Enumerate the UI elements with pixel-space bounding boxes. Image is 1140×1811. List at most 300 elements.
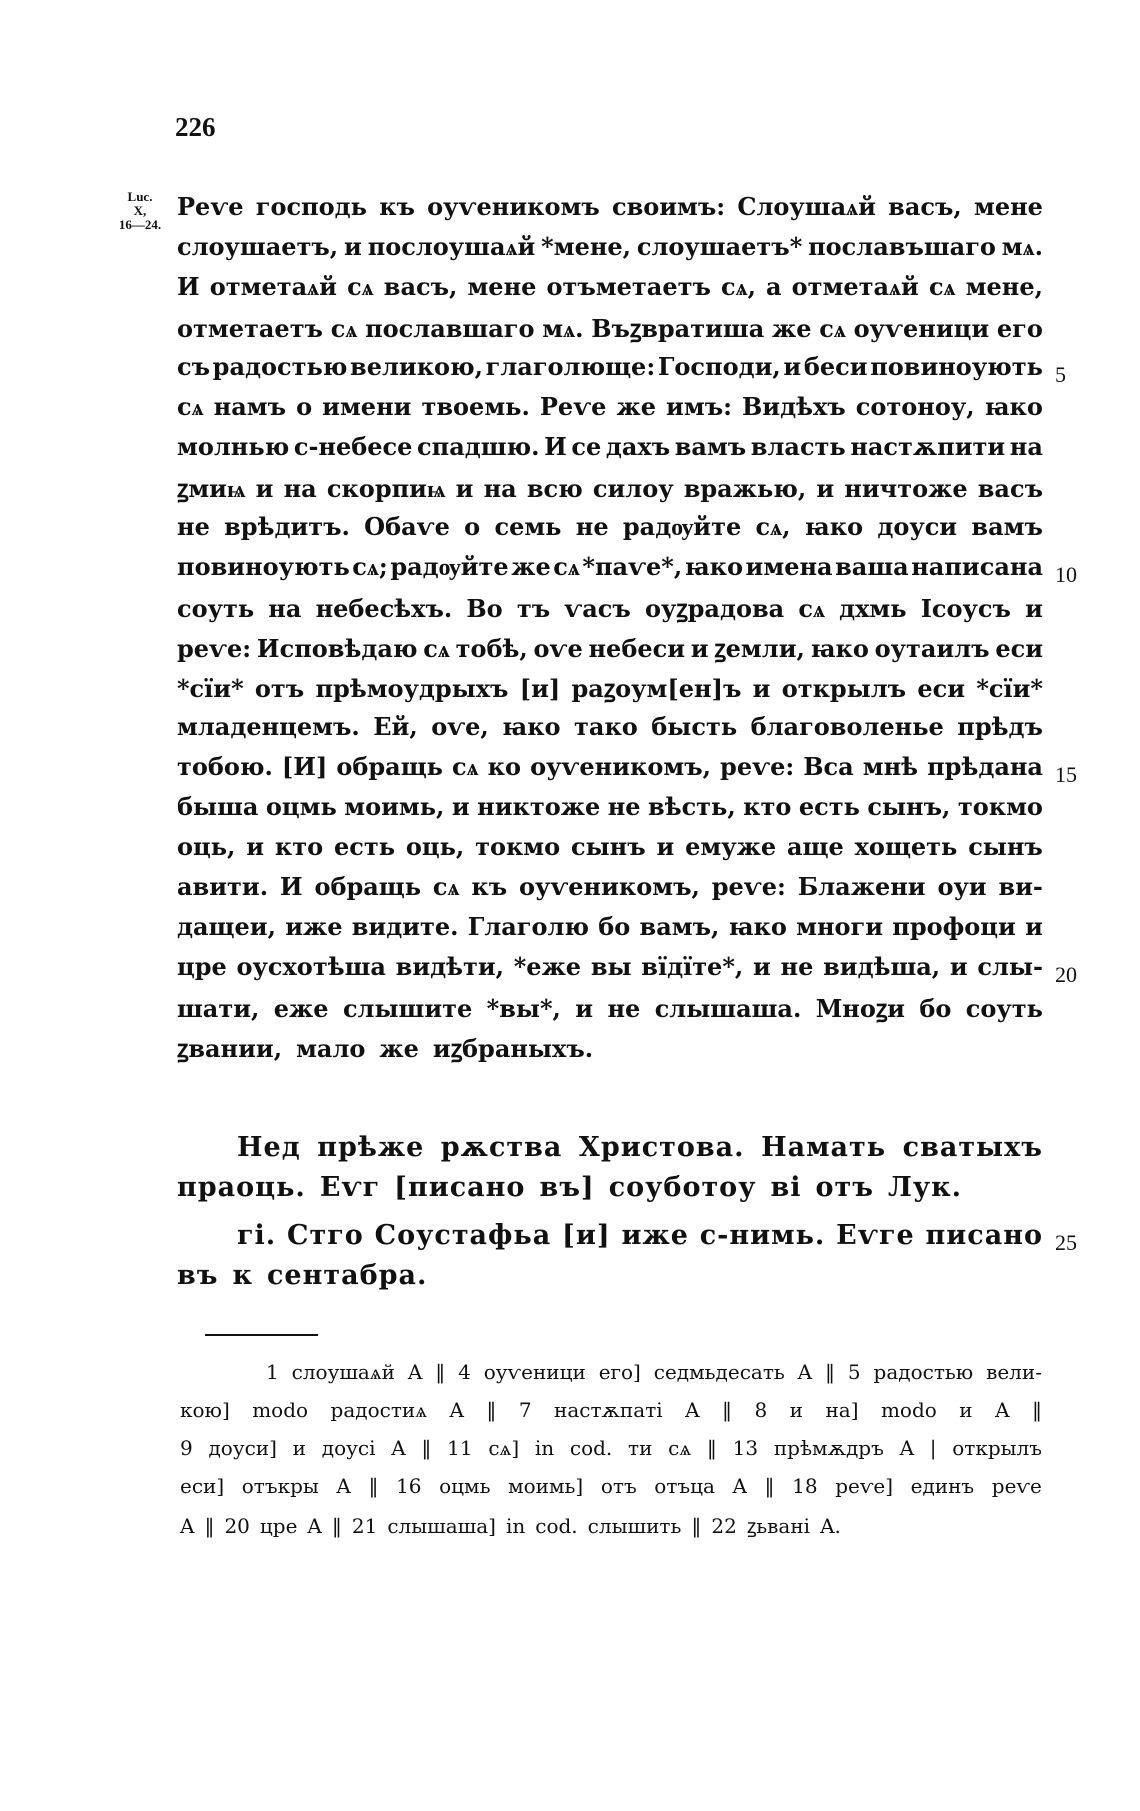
word: слоушаетъ* (636, 232, 803, 261)
word: вѣсть, (648, 792, 736, 821)
word: сѧ (798, 594, 825, 623)
footnote-word: единъ (910, 1474, 975, 1498)
word: и (656, 832, 675, 861)
footnote-word: A (336, 1474, 351, 1498)
word: прѣмоудрыхъ (315, 674, 509, 703)
word: глаголюще: (485, 352, 656, 381)
word: оць, (405, 832, 465, 861)
word: еси (917, 674, 966, 703)
footnote-word: ‖ (331, 1514, 342, 1538)
word: авити. (177, 872, 269, 901)
word: многи (796, 912, 884, 941)
word: ко (487, 752, 522, 781)
word: бо (919, 994, 952, 1023)
footnote-word: ‖ (435, 1360, 446, 1384)
word: вы (590, 952, 632, 981)
word: слышите (342, 994, 473, 1023)
word: шати, (177, 994, 260, 1023)
entry-word: писано (925, 1220, 1043, 1251)
text-line (177, 712, 1043, 752)
word: реѵе: (720, 752, 795, 781)
margin-ref-verses: 16—24. (118, 217, 162, 232)
footnote-word: modo (252, 1398, 309, 1422)
text-line (177, 352, 1043, 392)
word: хощеть (854, 832, 958, 861)
entry-word: Стго (287, 1220, 364, 1251)
word: соуть (177, 594, 255, 623)
footnote-word: прѣмѫдръ (773, 1436, 884, 1460)
footnote-word: сѧ (668, 1436, 692, 1460)
word: ꙗко (984, 392, 1043, 421)
footnote-word: и (959, 1398, 973, 1422)
word: его (996, 314, 1043, 343)
footnote-word: еси] (180, 1474, 225, 1498)
footnote-word: 4 (458, 1360, 471, 1384)
word: васъ, (383, 272, 458, 301)
word: же (772, 314, 812, 343)
footnote-word: 18 (792, 1474, 818, 1498)
word: и (783, 352, 802, 381)
word: ꙁмиѩ (177, 474, 246, 503)
word: вїдїте*, (641, 952, 744, 981)
word: сѧ (432, 872, 460, 901)
word: и (246, 832, 265, 861)
word: сынъ (968, 832, 1043, 861)
footnote-word: оцмь (439, 1474, 491, 1498)
text-line (177, 592, 1043, 632)
text-line (177, 312, 1043, 352)
word: и (816, 474, 835, 503)
footnote-word: моимь] (508, 1474, 584, 1498)
word: а (766, 272, 782, 301)
word: оцмь (265, 792, 337, 821)
word: пославшаго (365, 314, 535, 343)
word: написана (911, 552, 1043, 581)
entry-word: гі. (237, 1220, 277, 1251)
footnote-word: отъца (654, 1474, 715, 1498)
word: оѵе (533, 634, 583, 663)
entry-line (177, 1260, 1043, 1300)
word: сѧ; (352, 552, 388, 581)
word: власть (750, 432, 846, 461)
word: открылъ (781, 674, 907, 703)
word: тъ (516, 594, 551, 623)
text-line (177, 392, 1043, 432)
word: Реѵе (539, 392, 607, 421)
word: бысть (651, 712, 738, 741)
heading-word: Христова. (578, 1132, 745, 1163)
word: видите. (351, 912, 459, 941)
word: васъ (977, 474, 1043, 503)
word: твоемь. (421, 392, 530, 421)
word: сѧ, (755, 512, 791, 541)
word: обращь (336, 752, 443, 781)
text-line (177, 672, 1043, 712)
margin-ref-chapter: X, (133, 203, 147, 218)
heading-word: въ] (539, 1172, 595, 1203)
word: с-небесе (293, 432, 413, 461)
footnote-word: оуѵеници (483, 1360, 586, 1384)
word: профоци (892, 912, 1016, 941)
word: и (949, 952, 968, 981)
word: повиноують (177, 552, 350, 581)
word: отметаетъ (177, 314, 323, 343)
footnote-word: ‖ (825, 1360, 836, 1384)
footnote-word: реѵе] (835, 1474, 894, 1498)
word: Блажени (797, 872, 926, 901)
footnote-word: A. (820, 1514, 841, 1538)
word: мало (296, 1034, 366, 1063)
word: мене, (965, 272, 1043, 301)
word: еси (995, 634, 1043, 663)
footnote-word: вели- (986, 1360, 1042, 1384)
word: на (283, 474, 317, 503)
word: реѵе: (177, 634, 252, 663)
entry-word: сентабра. (266, 1260, 428, 1291)
footnote-word: на] (825, 1398, 859, 1422)
word: и (690, 634, 709, 663)
footnote-word: in (534, 1436, 555, 1460)
word: сѧ (553, 552, 580, 581)
heading-word: ві (770, 1172, 802, 1203)
word: Глаголю (467, 912, 590, 941)
word: не (780, 952, 814, 981)
text-line (177, 952, 1043, 992)
footnote-word: ‖ (368, 1474, 379, 1498)
text-line (177, 632, 1043, 672)
word: на (268, 594, 302, 623)
word: цре (177, 952, 227, 981)
heading-word: [писано (394, 1172, 526, 1203)
word: оутаилъ (874, 634, 990, 663)
word: на (483, 474, 517, 503)
footnote-word: ‖ (204, 1514, 215, 1538)
footnote-word: A (407, 1360, 423, 1384)
word: ѵасъ (564, 594, 631, 623)
footnote-word: доусі (321, 1436, 376, 1460)
entry-word: Еѵге (836, 1220, 915, 1251)
word: мѧ. (542, 314, 584, 343)
word: ꙗко (684, 552, 744, 581)
word: отметаѧй (791, 272, 919, 301)
entry-word: [и] (562, 1220, 611, 1251)
word: оуꙁрадова (644, 594, 785, 623)
word: не (177, 512, 210, 541)
word: мѧ. (1001, 232, 1043, 261)
word: ꙁемли, (714, 634, 805, 663)
text-line (177, 192, 1043, 232)
word: небеси (588, 634, 686, 663)
word: видѣша, (823, 952, 941, 981)
word: молнью (177, 432, 290, 461)
word: оуѵеникомъ, (518, 872, 700, 901)
footnote-word: слоушаѧй (291, 1360, 395, 1384)
word: же (379, 1034, 419, 1063)
heading-word: Лук. (887, 1172, 963, 1203)
footnote-word: доуси] (208, 1436, 277, 1460)
word: дащеи, (177, 912, 276, 941)
footnote-word: ‖ (421, 1436, 432, 1460)
word: отъ (254, 674, 305, 703)
footnote-word: 5 (847, 1360, 861, 1384)
word: оусхотѣша (236, 952, 386, 981)
footnote-word: и (789, 1398, 803, 1422)
line-number-25: 25 (1055, 1230, 1077, 1255)
word: не (607, 792, 641, 821)
word: оуѵеникомъ (427, 192, 600, 221)
word: же (511, 552, 551, 581)
heading-word: Еѵг (319, 1172, 381, 1203)
word: имена (745, 552, 833, 581)
word: *мене, (541, 232, 632, 261)
footnote-word: радостиѧ (330, 1398, 428, 1422)
word: не (607, 994, 641, 1023)
heading-line (237, 1132, 1043, 1172)
word: радѹйте (622, 512, 742, 541)
word: Видѣхъ (742, 392, 846, 421)
word: иже (285, 912, 343, 941)
line-number-20: 20 (1055, 962, 1077, 987)
word: Вса (803, 752, 854, 781)
word: се (571, 432, 602, 461)
word: съ (177, 352, 211, 381)
word: и (575, 994, 594, 1023)
word: Обаѵе (364, 512, 450, 541)
word: тобою. (177, 752, 273, 781)
word: *вы*, (486, 994, 561, 1023)
word: мнѣ (862, 752, 919, 781)
footnote-word: цре (259, 1514, 298, 1538)
word: намъ (213, 392, 287, 421)
footnote-word: и (292, 1436, 307, 1460)
word: же (616, 392, 656, 421)
entry-word: с-нимь. (699, 1220, 826, 1251)
word: силоу (592, 474, 674, 503)
heading-word: Нед (237, 1132, 301, 1163)
text-line (177, 832, 1043, 872)
word: отметаѧй (209, 272, 337, 301)
entry-word: Соустафьа (374, 1220, 552, 1251)
word: васъ, (888, 192, 962, 221)
word: слы- (977, 952, 1043, 981)
text-line (177, 272, 1043, 312)
footnote-word: 9 (180, 1436, 193, 1460)
word: оць, (177, 832, 236, 861)
word: сѧ (819, 314, 846, 343)
text-line (177, 752, 1043, 792)
footnote-word: A (449, 1398, 464, 1422)
footnote-word: A (899, 1436, 915, 1460)
footnote-word: ‖ (764, 1474, 775, 1498)
word: о (464, 512, 481, 541)
word: доуси (877, 512, 958, 541)
word: ваша (835, 552, 909, 581)
word: Ей, (373, 712, 418, 741)
footnote-word: ‖ (722, 1398, 733, 1422)
word: повиноують (870, 352, 1043, 381)
footnote-word: отъкры (241, 1474, 319, 1498)
word: тобѣ, (455, 634, 528, 663)
heading-word: отъ (815, 1172, 874, 1203)
word: быша (177, 792, 259, 821)
word: Мноꙁи (815, 994, 905, 1023)
word: и (752, 674, 771, 703)
word: пославъшаго (808, 232, 996, 261)
word: сѧ (330, 314, 358, 343)
word: сынъ (571, 832, 646, 861)
word: семь (494, 512, 562, 541)
word: на (1009, 432, 1043, 461)
word: и (752, 952, 771, 981)
word: отъметаетъ (546, 272, 711, 301)
word: токмо (475, 832, 561, 861)
entry-word: въ (177, 1260, 219, 1291)
footnote-word: cod. (569, 1436, 613, 1460)
text-line (177, 232, 1043, 272)
footnote-line (180, 1512, 1042, 1548)
margin-ref-book: Luc. (127, 189, 153, 204)
word: иꙁбраныхъ. (432, 1034, 594, 1063)
line-number-15: 15 (1055, 762, 1077, 787)
margin-reference (104, 190, 176, 232)
text-line (177, 1032, 1043, 1072)
line-number-10: 10 (1055, 562, 1077, 587)
word: и (1025, 594, 1043, 623)
footnote-word: 20 (224, 1514, 250, 1538)
footnote-word: ‖ (706, 1436, 717, 1460)
word: сѧ (423, 634, 450, 663)
word: сѧ (347, 272, 374, 301)
entry-line (237, 1220, 1043, 1260)
word: *паѵе*, (582, 552, 683, 581)
word: небесѣхъ. (315, 594, 453, 623)
word: вамъ, (639, 912, 720, 941)
footnote-word: радостью (873, 1360, 974, 1384)
word: благоволенье (750, 712, 944, 741)
footnote-word: настѫпаті (554, 1398, 663, 1422)
footnote-word: modo (880, 1398, 937, 1422)
word: Слоушаѧй (737, 192, 876, 221)
word: [и] (519, 674, 561, 703)
word: Въꙁвратиша (591, 314, 765, 343)
footnote-line (180, 1436, 1042, 1472)
word: оуи (937, 872, 987, 901)
footnote-word: реѵе (991, 1474, 1042, 1498)
footnote-word: A (307, 1514, 322, 1538)
footnote-word: ꙁьвані (746, 1514, 811, 1538)
footnote-word: A (685, 1398, 700, 1422)
word: господь (255, 192, 367, 221)
word: ꙁвании, (177, 1034, 283, 1063)
page-number: 226 (175, 112, 216, 142)
footnote-word: 21 (351, 1514, 378, 1538)
text-line (177, 992, 1043, 1032)
word: Господи, (657, 352, 781, 381)
word: великою, (350, 352, 484, 381)
footnote-word: ‖ (691, 1514, 702, 1538)
text-line (177, 432, 1043, 472)
word: прѣдана (927, 752, 1043, 781)
word: вамъ (971, 512, 1043, 541)
word: Во (466, 594, 503, 623)
word: аще (786, 832, 844, 861)
word: И (279, 872, 303, 901)
word: младенцемъ. (177, 712, 360, 741)
word: сотоноу, (855, 392, 975, 421)
word: врѣдитъ. (224, 512, 350, 541)
word: ꙗко (502, 712, 561, 741)
word: имъ: (666, 392, 732, 421)
footnote-word: A (180, 1514, 195, 1538)
word: скорпиѩ (326, 474, 446, 503)
heading-word: соуботоу (608, 1172, 757, 1203)
entry-word: иже (621, 1220, 689, 1251)
word: о (296, 392, 313, 421)
word: никтоже (477, 792, 601, 821)
word: *сїи* (177, 674, 244, 703)
footnote-word: | (929, 1436, 937, 1460)
word: мене (467, 272, 537, 301)
word: сѧ (928, 272, 956, 301)
word: мене (973, 192, 1043, 221)
word: ви- (998, 872, 1043, 901)
footnote-word: ти (628, 1436, 653, 1460)
word: не (575, 512, 609, 541)
word: слышаша. (654, 994, 802, 1023)
footnote-word: 22 (711, 1514, 737, 1538)
footnote-word: слышаша] (387, 1514, 496, 1538)
word: Исповѣдаю (256, 634, 418, 663)
word: еже (273, 994, 329, 1023)
word: сѧ (177, 392, 204, 421)
footnote-line (180, 1474, 1042, 1510)
footnote-word: открылъ (952, 1436, 1042, 1460)
word: соуть (965, 994, 1043, 1023)
word: дхмь (839, 594, 907, 623)
word: послоушаѧй (367, 232, 536, 261)
word: моимь, (344, 792, 445, 821)
word: есть (798, 792, 860, 821)
word: есть (333, 832, 395, 861)
footnote-word: 7 (518, 1398, 532, 1422)
footnote-word: ‖ (486, 1398, 497, 1422)
footnote-word: 1 (266, 1360, 279, 1384)
word: прѣдъ (957, 712, 1043, 741)
word: обращь (314, 872, 422, 901)
line-number-5: 5 (1055, 362, 1066, 387)
word: радостью (212, 352, 348, 381)
word: своимъ: (611, 192, 726, 221)
footnote-word: A (732, 1474, 747, 1498)
footnote-word: cod. (535, 1514, 578, 1538)
word: токмо (957, 792, 1043, 821)
word: сѧ, (720, 272, 756, 301)
word: кто (274, 832, 324, 861)
footnote-line (180, 1398, 1042, 1434)
word: беси (803, 352, 868, 381)
word: и (455, 474, 474, 503)
footnote-word: 16 (396, 1474, 422, 1498)
text-line (177, 552, 1043, 592)
footnote-word: слышить (587, 1514, 682, 1538)
word: Ісоусъ (920, 594, 1011, 623)
text-line (177, 872, 1043, 912)
word: тако (574, 712, 638, 741)
word: и (255, 474, 274, 503)
word: ꙗко (804, 512, 864, 541)
word: емуже (685, 832, 777, 861)
entry-word: к (232, 1260, 253, 1291)
